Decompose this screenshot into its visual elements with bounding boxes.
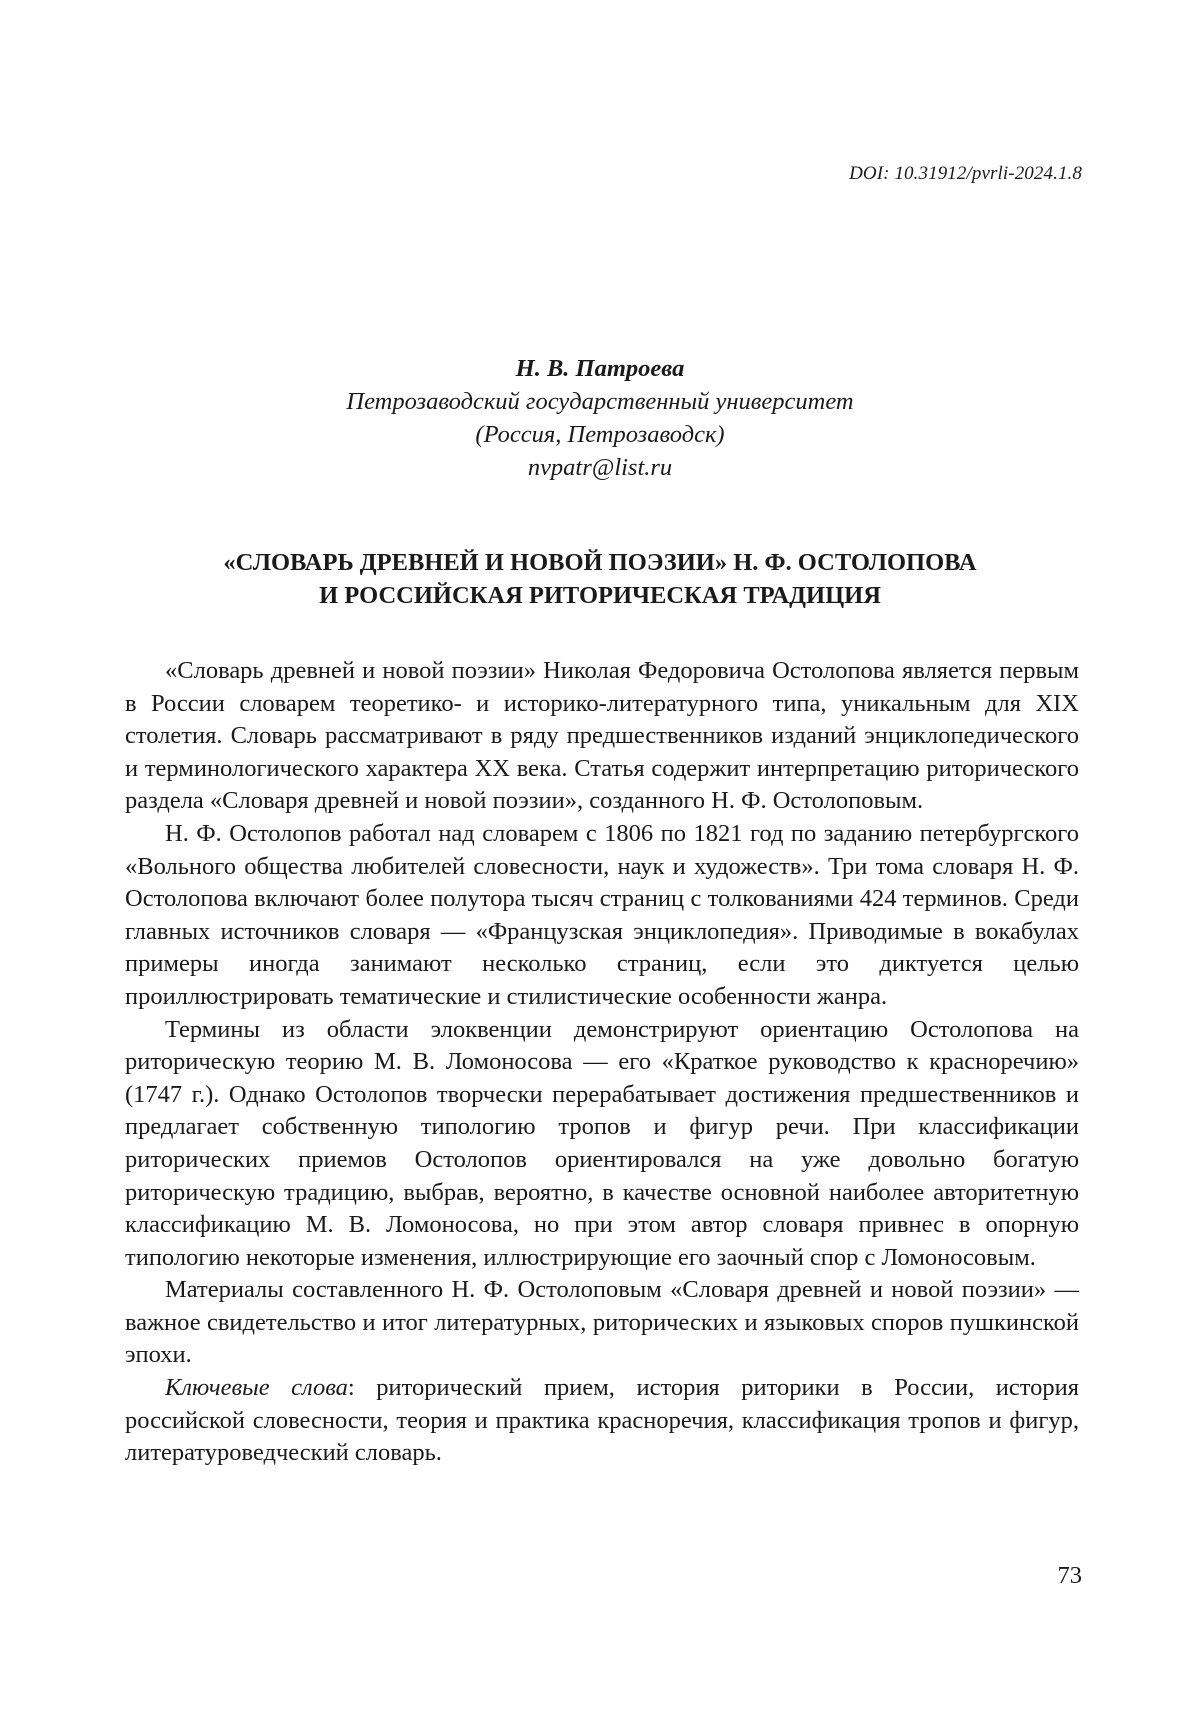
keywords-label: Ключевые слова — [165, 1374, 348, 1402]
doi: DOI: 10.31912/pvrli-2024.1.8 — [849, 163, 1082, 184]
page-number: 73 — [1057, 1562, 1082, 1589]
title-line-2: И РОССИЙСКАЯ РИТОРИЧЕСКАЯ ТРАДИЦИЯ — [319, 582, 881, 609]
keywords — [125, 1372, 1079, 1470]
abstract-paragraph-4: Материалы составленного Н. Ф. Остолоповым «Словаря древней и новой поэзии» — важное свидетельство и итог литературных, риторических и языковых споров пушкинской эпохи. — [125, 1276, 1079, 1369]
abstract-paragraph-2: Н. Ф. Остолопов работал над словарем с 1806 по 1821 год по заданию петербургского «Вольного общества любителей словесности, наук и художеств». Три тома словаря Н. Ф. Остолопова включают более полутора тысяч страниц с толкованиями 424 терминов. Среди главных источников словаря — «Французская энциклопедия». Приводимые в вокабулах примеры иногда занимают несколько страниц, если это диктуется целью проиллюстрировать тематические и стилистические особенности жанра. — [125, 819, 1079, 1010]
abstract-paragraph-1: «Словарь древней и новой поэзии» Николая Федоровича Остолопова является первым в России словарем теоретико- и историко-литературного типа, уникальным для XIX столетия. Словарь рассматривают в ряду предшественников изданий энциклопедического и терминологического характера XX века. Статья содержит интерпретацию риторического раздела «Словаря древней и новой поэзии», созданного Н. Ф. Остолоповым. — [125, 657, 1079, 815]
author-affiliation: Петрозаводский государственный университет — [346, 388, 854, 415]
author-email: nvpatr@list.ru — [527, 454, 673, 481]
author-block — [0, 352, 1200, 484]
author-name: Н. В. Патроева — [515, 355, 685, 382]
abstract-paragraph-3: Термины из области элоквенции демонстрируют ориентацию Остолопова на риторическую теорию М. В. Ломоносова — его «Краткое руководство к красноречию» (1747 г.). Однако Остолопов творчески перерабатывает достижения предшественников и предлагает собственную типологию тропов и фигур речи. При классификации риторических приемов Остолопов ориентировался на уже довольно богатую риторическую традицию, выбрав, вероятно, в качестве основной наиболее авторитетную классификацию М. В. Ломоносова, но при этом автор словаря привнес в опорную типологию некоторые изменения, иллюстрирующие его заочный спор с Ломоносовым. — [125, 1015, 1079, 1271]
abstract — [125, 655, 1079, 1470]
keywords-text: : риторический прием, история риторики в России, история российской словесности, теория и практика красноречия, классификация тропов и фигур, литературоведческий словарь. — [125, 1374, 1079, 1467]
author-location: (Россия, Петрозаводск) — [475, 421, 725, 448]
title-line-1: «СЛОВАРЬ ДРЕВНЕЙ И НОВОЙ ПОЭЗИИ» Н. Ф. ОСТОЛОПОВА — [223, 549, 977, 576]
article-title — [0, 546, 1200, 612]
